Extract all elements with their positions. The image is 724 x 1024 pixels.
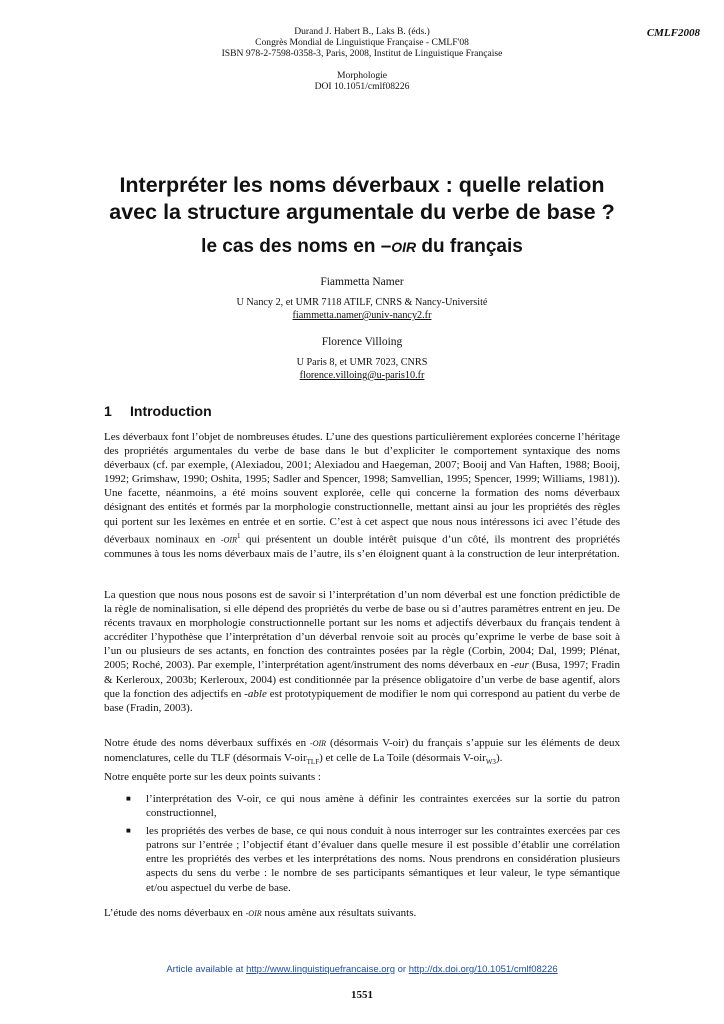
paragraph-1-text: Les déverbaux font l’objet de nombreuses études. L’une des questions particulièrement explorées concerne l’héritage des propriétés argumentales du verbe de base dans le but d’expliciter le comportement syntaxique des noms déverbaux (cf. par exemple, (Alexiadou, 2001; Alexiadou and Haegeman, 2007; Booij and Van Haften, 1988; Booij, 1992; Grimshaw, 1990; Oshita, 1995; Sadler and Spencer, 1998; Samvellian, 1995; Spencer, 1999; Williams, 1981)). Une facette, néanmoins, a été moins souvent explorée, celle qui concerne la formation des noms déverbaux désignant des entités et formés par la morphologie constructionnelle, mettant ainsi au jour les propriétés des règles qui portent sur les lexèmes en entrée et en sortie. C’est à cet aspect que nous nous intéressons ici avec l’étude des déverbaux nominaux en <box>104 431 620 546</box>
header-editors: Durand J. Habert B., Laks B. (éds.) <box>294 26 430 37</box>
suffix-oir: -OIR <box>220 535 237 545</box>
doi-link[interactable]: http://dx.doi.org/10.1051/cmlf08226 <box>408 964 558 975</box>
paper-subtitle <box>0 236 724 258</box>
paragraph-5-text-b: nous amène aux résultats suivants. <box>261 907 417 919</box>
footnote-ref[interactable]: 1 <box>236 531 241 540</box>
affiliation-text: U Nancy 2, et UMR 7118 ATILF, CNRS & Nancy-Université <box>236 297 488 308</box>
journal-tag: CMLF2008 <box>646 27 700 39</box>
header-doi: DOI 10.1051/cmlf08226 <box>314 81 410 92</box>
paragraph-3-text-c: ) et celle de La Toile (désormais V-oir <box>319 752 486 765</box>
list-item <box>104 824 620 894</box>
author-email-link-2[interactable]: florence.villoing@u-paris10.fr <box>299 370 425 381</box>
header-section: Morphologie <box>336 70 388 81</box>
subscript-tlf: TLF <box>306 758 320 767</box>
subtitle-text: le cas des noms en – <box>201 236 392 257</box>
section-title: Introduction <box>130 403 212 419</box>
paragraph-1-text-end: qui présentent un double intérêt puisque d’un côté, ils montrent des propriétés communes à tous les noms déverbaux mais de l’autre, ils s’en éloignent quant à la construction de leur interprétation. <box>104 533 621 561</box>
author-name-2: Florence Villoing <box>321 336 403 348</box>
linguistique-francaise-link[interactable]: http://www.linguistiquefrancaise.org <box>246 964 395 975</box>
section-number: 1 <box>104 403 112 419</box>
suffix-able: -able <box>244 687 267 700</box>
header-conference: Congrès Mondial de Linguistique Française - CMLF'08 <box>255 37 469 48</box>
paragraph-5 <box>104 906 620 921</box>
list-item <box>104 792 620 820</box>
author-email-link-1[interactable]: fiammetta.namer@univ-nancy2.fr <box>292 310 432 321</box>
header-isbn: ISBN 978-2-7598-0358-3, Paris, 2008, Institut de Linguistique Française <box>221 48 503 59</box>
paragraph-2 <box>104 588 620 715</box>
paragraph-1 <box>104 430 620 562</box>
suffix-oir: -OIR <box>310 739 327 748</box>
article-availability-note <box>0 964 724 975</box>
author-affiliation-2 <box>0 356 724 382</box>
paragraph-3-text: Notre étude des noms déverbaux suffixés en <box>104 737 311 749</box>
subtitle-text-end: du français <box>416 236 523 257</box>
paragraph-4: Notre enquête porte sur les deux points suivants : <box>104 771 321 783</box>
subtitle-suffix: OIR <box>391 239 417 255</box>
paragraph-3-text-d: ). <box>495 752 503 765</box>
subscript-w3: W3 <box>485 758 496 767</box>
page-number: 1551 <box>351 989 373 1001</box>
paragraph-3 <box>104 736 620 769</box>
bullet-square-icon: ■ <box>126 794 131 803</box>
list-item-text: l’interprétation des V-oir, ce qui nous amène à définir les contraintes exercées sur la sortie du patron constructionnel, <box>146 793 620 820</box>
running-header <box>190 26 534 92</box>
header-spacer <box>190 59 534 70</box>
section-heading <box>104 403 212 419</box>
bullet-square-icon: ■ <box>126 826 131 836</box>
author-name-1: Fiammetta Namer <box>320 276 404 288</box>
paragraph-2-text: La question que nous nous posons est de savoir si l’interprétation d’un nom déverbal est une fonction prédictible de la règle de nominalisation, si elle dépend des propriétés du verbe de base ou si d’autres paramètres entrent en jeu. De récents travaux en morphologie constructionnelle portant sur les noms et adjectifs déverbaux du français tendent à accréditer l’hypothèse que l’interprétation d’un déverbal renvoie soit au procès qu’exprime le verbe de base soit à l’un ou plusieurs de ses actants, en fonction des contraintes posées par la règle (Corbin, 2004; Dal, 1999; Plénat, 2005; Roché, 2003). Par exemple, l’interprétation agent/instrument des noms déverbaux en <box>104 589 620 672</box>
suffix-eur: -eur <box>510 659 529 672</box>
title-line-1: Interpréter les noms déverbaux : quelle relation <box>119 173 605 197</box>
suffix-oir: -OIR <box>245 909 262 918</box>
footer-prefix: Article available at <box>166 964 247 975</box>
author-affiliation-1 <box>0 296 724 322</box>
paragraph-5-text: L’étude des noms déverbaux en <box>104 907 246 919</box>
bullet-list <box>104 792 620 899</box>
paragraph-3-text-b: (désormais V-oir) du français s’appuie sur les éléments de deux nomenclatures, celle du TLF (désormais V-oir <box>104 737 620 765</box>
paper-title <box>0 172 724 226</box>
paragraph-2-text-b: (Busa, 1997; Fradin & Kerleroux, 2003b; Kerleroux, 2004) est conditionnée par la présence obligatoire d’un verbe de base agentif, alors que la fonction des adjectifs en <box>104 659 620 700</box>
footer-middle: or <box>394 964 409 975</box>
affiliation-text: U Paris 8, et UMR 7023, CNRS <box>296 357 428 368</box>
title-line-2: avec la structure argumentale du verbe de base ? <box>109 200 615 224</box>
paragraph-2-text-c: est prototypiquement de modifier le nom qui correspond au patient du verbe de base (Fradin, 2003). <box>104 687 620 714</box>
list-item-text: les propriétés des verbes de base, ce qui nous conduit à nous interroger sur les contraintes exercées par ces patrons sur l’entrée ; l’objectif étant d’évaluer dans quelle mesure il est possible d’établir une corrélation entre les propriétés des verbes et les interprétations des noms. Nous prendrons en considération plusieurs aspects du sens du verbe : le nombre de ses participants sémantiques et leur valeur, le type sémantique et/ou aspectuel du verbe de base. <box>146 825 620 894</box>
